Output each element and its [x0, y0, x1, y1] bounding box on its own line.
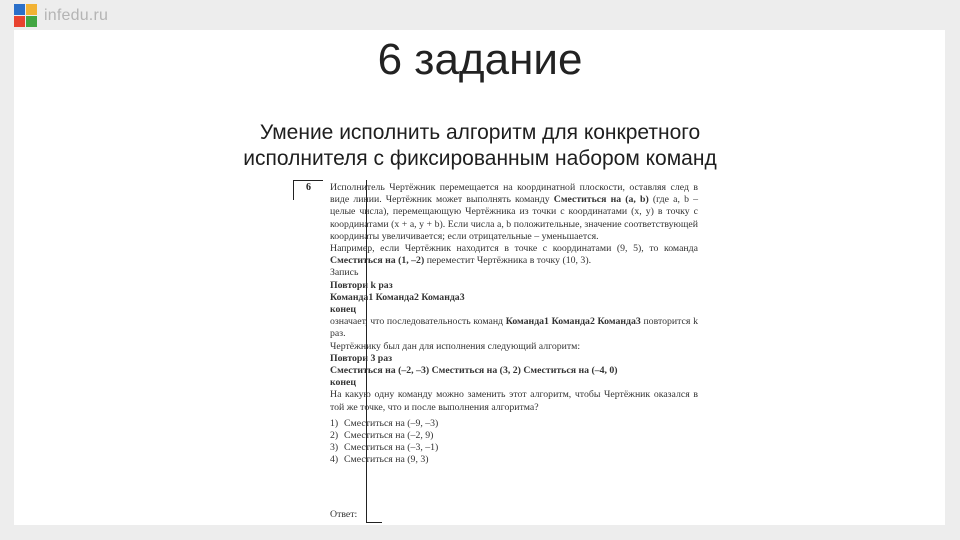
slide-subtitle — [0, 120, 960, 172]
task-p1-rest: (где a, b – целые числа), перемещающую Чертёжника из точки с координатами (x, y) в точку с координатами (x + a, y + b). Если числа a, b положительные, значение соответствующей координаты увеличивается; если отрицательные – уменьшается. — [330, 194, 699, 242]
task-p3-rest: повторится k раз. — [330, 316, 698, 340]
task-repeat-k: Повтори k раз — [330, 279, 393, 291]
answer-options — [330, 418, 698, 467]
subtitle-line-2: исполнителя с фиксированным набором команд — [243, 147, 717, 170]
task-zapis: Запись — [330, 267, 359, 279]
task-p2-rest: переместит Чертёжника в точку (10, 3). — [426, 255, 592, 267]
task-cmd-label: Сместиться на — [553, 194, 622, 206]
task-scan — [293, 180, 703, 525]
subtitle-line-1: Умение исполнить алгоритм для конкретного — [259, 121, 701, 144]
task-body — [330, 182, 698, 467]
option-text: Сместиться на (–9, –3) — [344, 417, 439, 429]
task-paragraph-4: Чертёжнику был дан для исполнения следующий алгоритм: — [330, 340, 581, 352]
brand-logo — [14, 4, 108, 28]
answer-option — [330, 430, 698, 442]
task-commands: Команда1 Команда2 Команда3 — [330, 291, 465, 303]
task-cmd-args: (a, b) — [625, 194, 649, 206]
brand-name: infedu.ru — [44, 7, 109, 24]
option-text: Сместиться на (9, 3) — [344, 454, 429, 466]
task-p2-cmd: Сместиться на (1, –2) — [330, 255, 425, 267]
task-paragraph-1 — [330, 182, 698, 243]
option-number: 2) — [330, 430, 339, 442]
task-paragraph-3 — [330, 316, 698, 340]
task-question: На какую одну команду можно заменить этот алгоритм, чтобы Чертёжник оказался в той же точке, что и после выполнения алгоритма? — [330, 389, 698, 413]
answer-box-border — [366, 180, 382, 523]
answer-option — [330, 442, 698, 454]
task-p1: Исполнитель Чертёжник перемещается на координатной плоскости, оставляя след в виде линии. Чертёжник может выполнять команду — [330, 182, 698, 206]
answer-label: Ответ: — [330, 509, 358, 520]
task-paragraph-2 — [330, 243, 698, 267]
task-algorithm-line: Сместиться на (–2, –3) Сместиться на (3, 2) Сместиться на (–4, 0) — [330, 365, 618, 377]
task-p3: означает, что последовательность команд — [330, 316, 504, 328]
option-number: 3) — [330, 442, 339, 454]
option-text: Сместиться на (–2, 9) — [344, 430, 434, 442]
task-p2: Например, если Чертёжник находится в точке с координатами (9, 5), то команда — [330, 243, 698, 255]
option-number: 1) — [330, 417, 339, 429]
task-konec-2: конец — [330, 377, 357, 389]
answer-option — [330, 418, 698, 430]
task-konec-1: конец — [330, 304, 357, 316]
answer-option — [330, 454, 698, 466]
option-number: 4) — [330, 454, 339, 466]
option-text: Сместиться на (–3, –1) — [344, 442, 439, 454]
task-p3-cmds: Команда1 Команда2 Команда3 — [505, 316, 641, 328]
slide-title: 6 задание — [377, 35, 583, 84]
logo-squares-icon — [14, 4, 38, 28]
task-repeat-3: Повтори 3 раз — [330, 352, 393, 364]
task-number: 6 — [293, 180, 323, 200]
